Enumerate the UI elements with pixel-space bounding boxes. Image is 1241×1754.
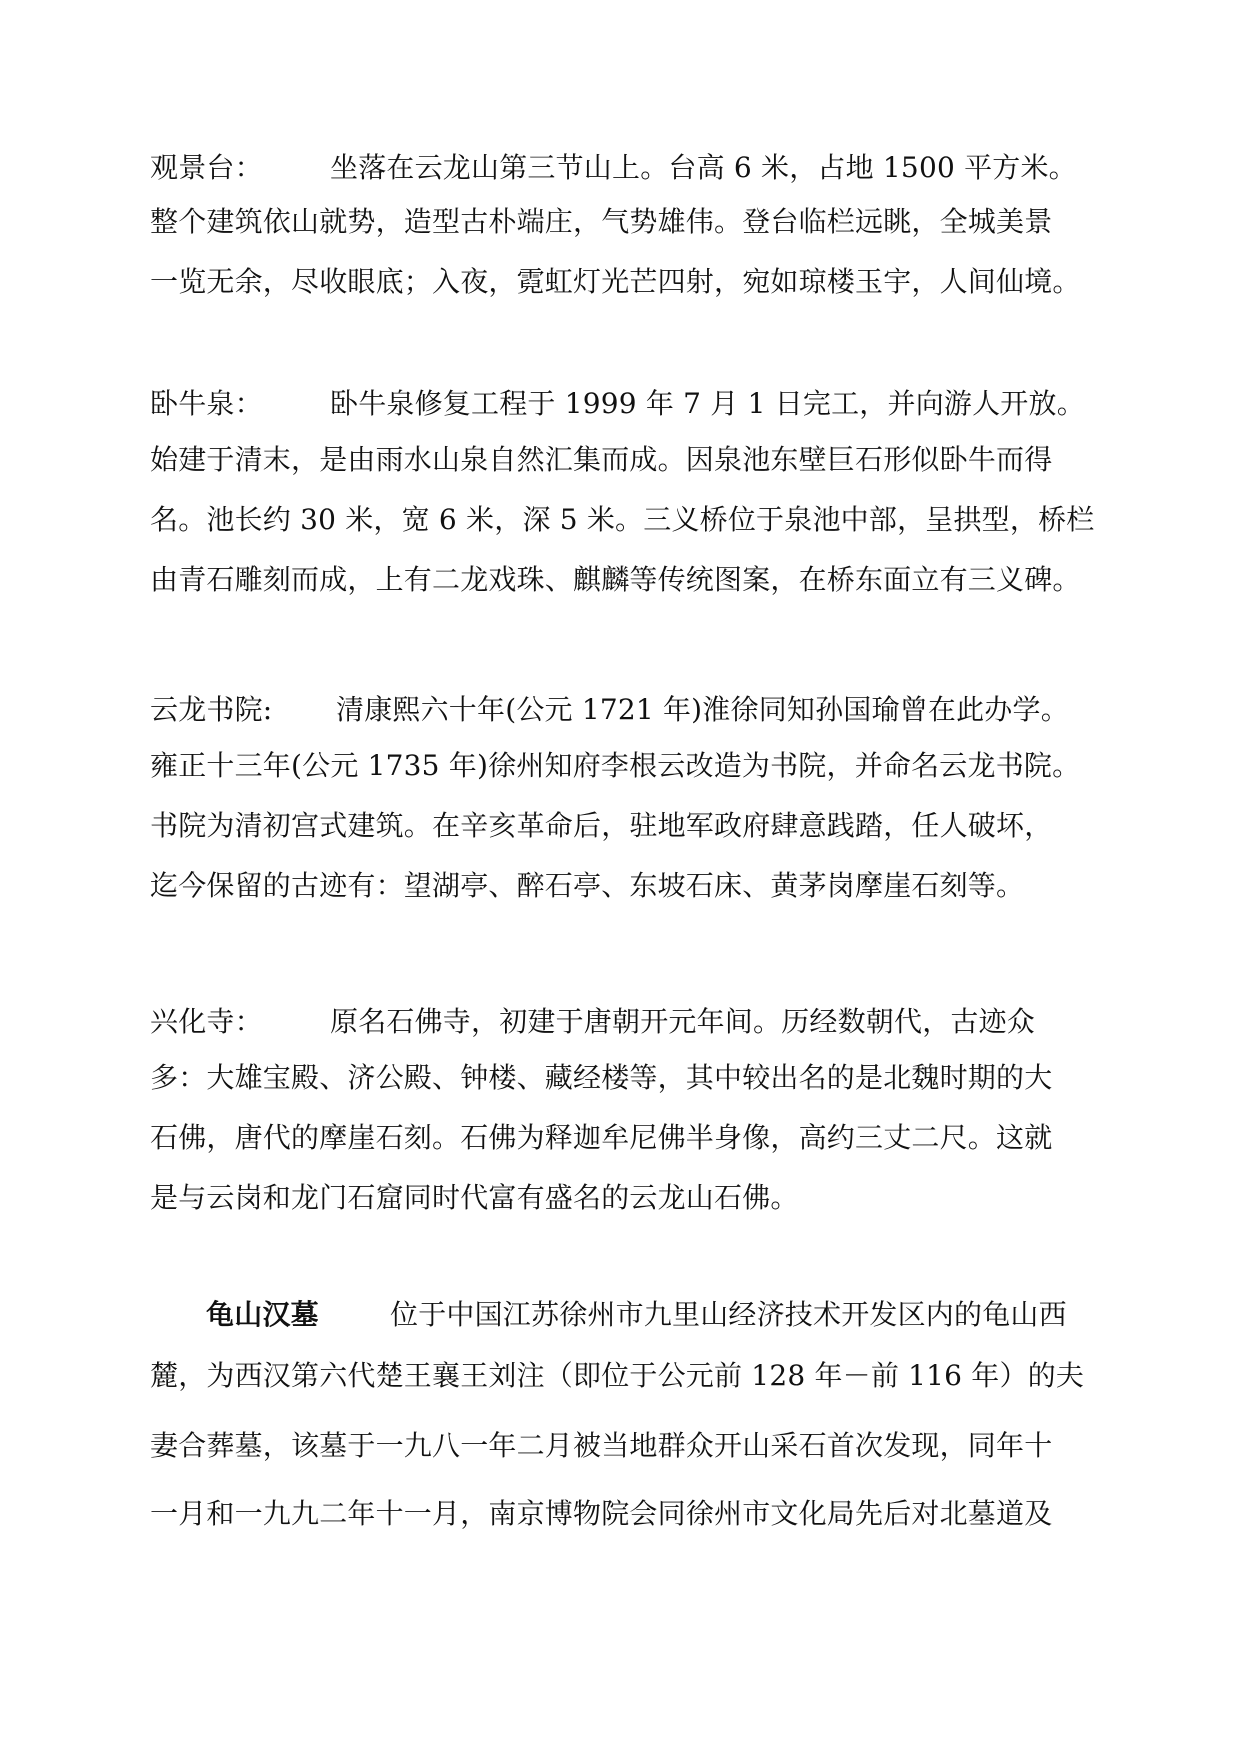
section-4-line-3: 石佛，唐代的摩崖石刻。石佛为释迦牟尼佛半身像，高约三丈二尺。这就 [150,1121,1053,1154]
section-5-line-2: 麓，为西汉第六代楚王襄王刘注（即位于公元前 128 年－前 116 年）的夫 [150,1359,1085,1392]
section-1-line-3: 一览无余，尽收眼底；入夜，霓虹灯光芒四射，宛如琼楼玉宇，人间仙境。 [150,265,1081,298]
section-3-text-1: 清康熙六十年(公元 1721 年)淮徐同知孙国瑜曾在此办学。 [336,693,1069,726]
section-5-line-4: 一月和一九九二年十一月，南京博物院会同徐州市文化局先后对北墓道及 [150,1497,1053,1530]
section-3-line-2: 雍正十三年(公元 1735 年)徐州知府李根云改造为书院，并命名云龙书院。 [150,749,1081,782]
section-2-title: 卧牛泉： [150,387,263,420]
section-2-text-1: 卧牛泉修复工程于 1999 年 7 月 1 日完工，并向游人开放。 [330,387,1085,420]
section-1-text-1: 坐落在云龙山第三节山上。台高 6 米，占地 1500 平方米。 [330,151,1077,184]
section-5-text-1: 位于中国江苏徐州市九里山经济技术开发区内的龟山西 [390,1298,1067,1331]
section-2-line-1 [150,384,1085,424]
section-3-line-3: 书院为清初宫式建筑。在辛亥革命后，驻地军政府肆意践踏，任人破坏， [150,809,1053,842]
section-5-line-3: 妻合葬墓，该墓于一九八一年二月被当地群众开山采石首次发现，同年十 [150,1429,1053,1462]
section-1-line-1 [150,148,1077,188]
section-3-title: 云龙书院: [150,693,273,726]
section-1-line-2: 整个建筑依山就势，造型古朴端庄，气势雄伟。登台临栏远眺，全城美景 [150,205,1053,238]
section-3-line-4: 迄今保留的古迹有：望湖亭、醉石亭、东坡石床、黄茅岗摩崖石刻等。 [150,869,1025,902]
section-4-line-1 [150,1002,1035,1042]
section-2-line-2: 始建于清末，是由雨水山泉自然汇集而成。因泉池东壁巨石形似卧牛而得 [150,443,1053,476]
section-3-line-1 [150,690,1069,730]
section-5-title: 龟山汉墓 [206,1298,319,1331]
section-4-text-1: 原名石佛寺，初建于唐朝开元年间。历经数朝代，古迹众 [330,1005,1036,1038]
section-2-line-3: 名。池长约 30 米，宽 6 米，深 5 米。三义桥位于泉池中部，呈拱型，桥栏 [150,503,1095,536]
section-4-title: 兴化寺： [150,1005,263,1038]
section-1-title: 观景台： [150,151,263,184]
section-5-line-1 [150,1295,1067,1335]
section-2-line-4: 由青石雕刻而成，上有二龙戏珠、麒麟等传统图案，在桥东面立有三义碑。 [150,563,1081,596]
section-4-line-4: 是与云岗和龙门石窟同时代富有盛名的云龙山石佛。 [150,1181,799,1214]
section-4-line-2: 多：大雄宝殿、济公殿、钟楼、藏经楼等，其中较出名的是北魏时期的大 [150,1061,1053,1094]
